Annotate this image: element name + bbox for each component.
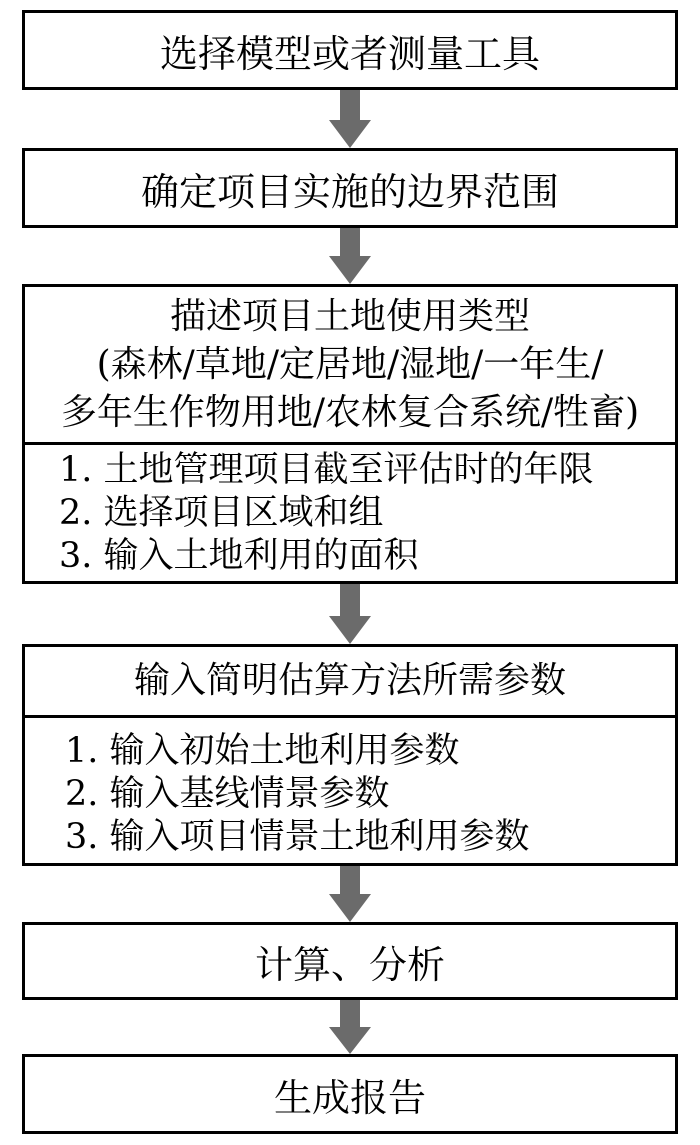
step-5-label: 计算、分析 xyxy=(254,942,445,987)
step-3-title: 描述项目土地使用类型 xyxy=(169,295,530,337)
step-5-box xyxy=(22,922,678,1000)
step-4-item-1: 1. 输入初始土地利用参数 xyxy=(65,731,460,771)
step-3-item-1: 1. 土地管理项目截至评估时的年限 xyxy=(59,450,594,490)
step-3-title-line-3: 多年生作物用地/农林复合系统/牲畜) xyxy=(60,391,640,433)
step-1-label: 选择模型或者测量工具 xyxy=(159,31,540,76)
arrow-down-icon xyxy=(329,584,371,644)
arrow-down-icon xyxy=(329,90,371,148)
step-4-header xyxy=(25,647,675,715)
step-3-subitems xyxy=(25,442,675,581)
step-2-box xyxy=(22,148,678,228)
step-3-item-3: 3. 输入土地利用的面积 xyxy=(59,536,419,576)
step-4-subitems xyxy=(25,715,675,863)
step-4-item-3: 3. 输入项目情景土地利用参数 xyxy=(65,817,530,857)
step-6-label: 生成报告 xyxy=(273,1075,426,1120)
step-3-header xyxy=(25,287,675,442)
arrow-down-icon xyxy=(329,228,371,284)
step-6-box xyxy=(22,1054,678,1134)
step-4-item-2: 2. 输入基线情景参数 xyxy=(65,774,390,814)
step-3-title-line-2: (森林/草地/定居地/湿地/一年生/ xyxy=(96,343,604,385)
step-2-label: 确定项目实施的边界范围 xyxy=(140,169,559,214)
step-1-box xyxy=(22,10,678,90)
step-4-box xyxy=(22,644,678,866)
arrow-down-icon xyxy=(329,1000,371,1054)
step-3-item-2: 2. 选择项目区域和组 xyxy=(59,493,384,533)
step-3-box xyxy=(22,284,678,584)
step-4-title: 输入简明估算方法所需参数 xyxy=(133,660,566,701)
arrow-down-icon xyxy=(329,866,371,922)
